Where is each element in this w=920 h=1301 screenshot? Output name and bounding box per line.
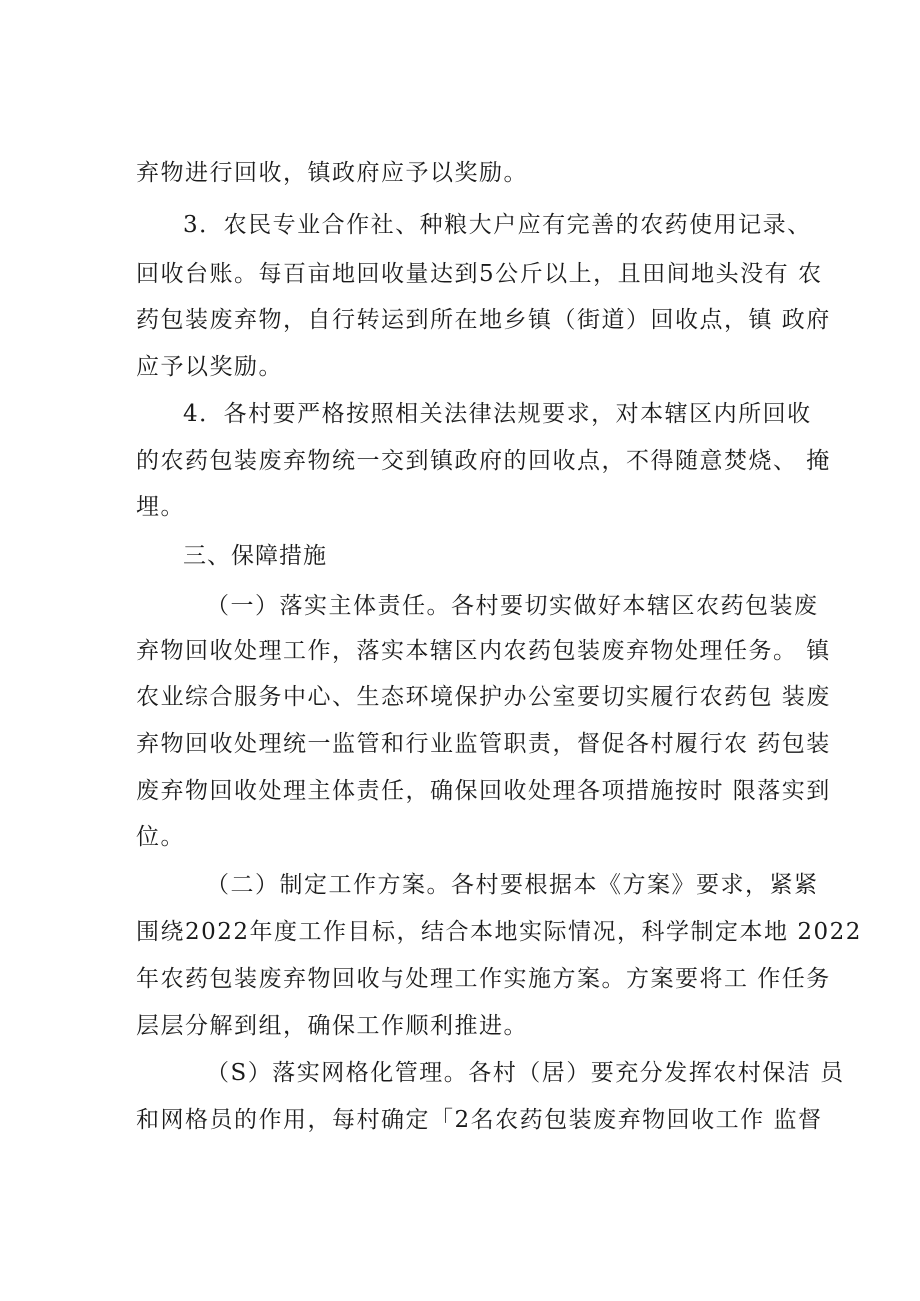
text-line: （一）落实主体责任。各村要切实做好本辖区农药包装废 <box>206 593 819 619</box>
text-line: 3．农民专业合作社、种粮大户应有完善的农药使用记录、 <box>183 212 812 238</box>
text-line: 应予以奖励。 <box>136 354 283 380</box>
text-line: 农业综合服务中心、生态环境保护办公室要切实履行农药包 装废 <box>136 684 831 710</box>
text-line: 弃物回收处理工作，落实本辖区内农药包装废弃物处理任务。 镇 <box>136 638 831 664</box>
text-line: 围绕2022年度工作目标，结合本地实际情况，科学制定本地 2022 <box>136 919 862 945</box>
section-heading: 三、保障措施 <box>183 543 327 569</box>
text-line: 年农药包装废弃物回收与处理工作实施方案。方案要将工 作任务 <box>136 966 831 992</box>
text-line: 弃物回收处理统一监管和行业监管职责，督促各村履行农 药包装 <box>136 731 831 757</box>
text-line: 废弃物回收处理主体责任，确保回收处理各项措施按时 限落实到 <box>136 778 831 804</box>
text-line: 回收台账。每百亩地回收量达到5公斤以上，且田间地头没有 农 <box>136 261 823 287</box>
text-line: 层层分解到组，确保工作顺利推进。 <box>136 1013 528 1039</box>
text-line: 弃物进行回收，镇政府应予以奖励。 <box>136 160 528 186</box>
text-line: 4．各村要严格按照相关法律法规要求，对本辖区内所回收 <box>183 401 812 427</box>
text-line: 的农药包装废弃物统一交到镇政府的回收点，不得随意焚烧、 掩 <box>136 448 831 474</box>
text-line: 埋。 <box>136 494 185 520</box>
text-line: 药包装废弃物，自行转运到所在地乡镇（街道）回收点，镇 政府 <box>136 307 831 333</box>
text-line: （二）制定工作方案。各村要根据本《方案》要求，紧紧 <box>206 872 819 898</box>
text-line: 和网格员的作用，每村确定「2名农药包装废弃物回收工作 监督 <box>136 1107 823 1133</box>
text-line: （S）落实网格化管理。各村（居）要充分发挥农村保洁 员 <box>206 1060 845 1086</box>
text-line: 位。 <box>136 824 185 850</box>
